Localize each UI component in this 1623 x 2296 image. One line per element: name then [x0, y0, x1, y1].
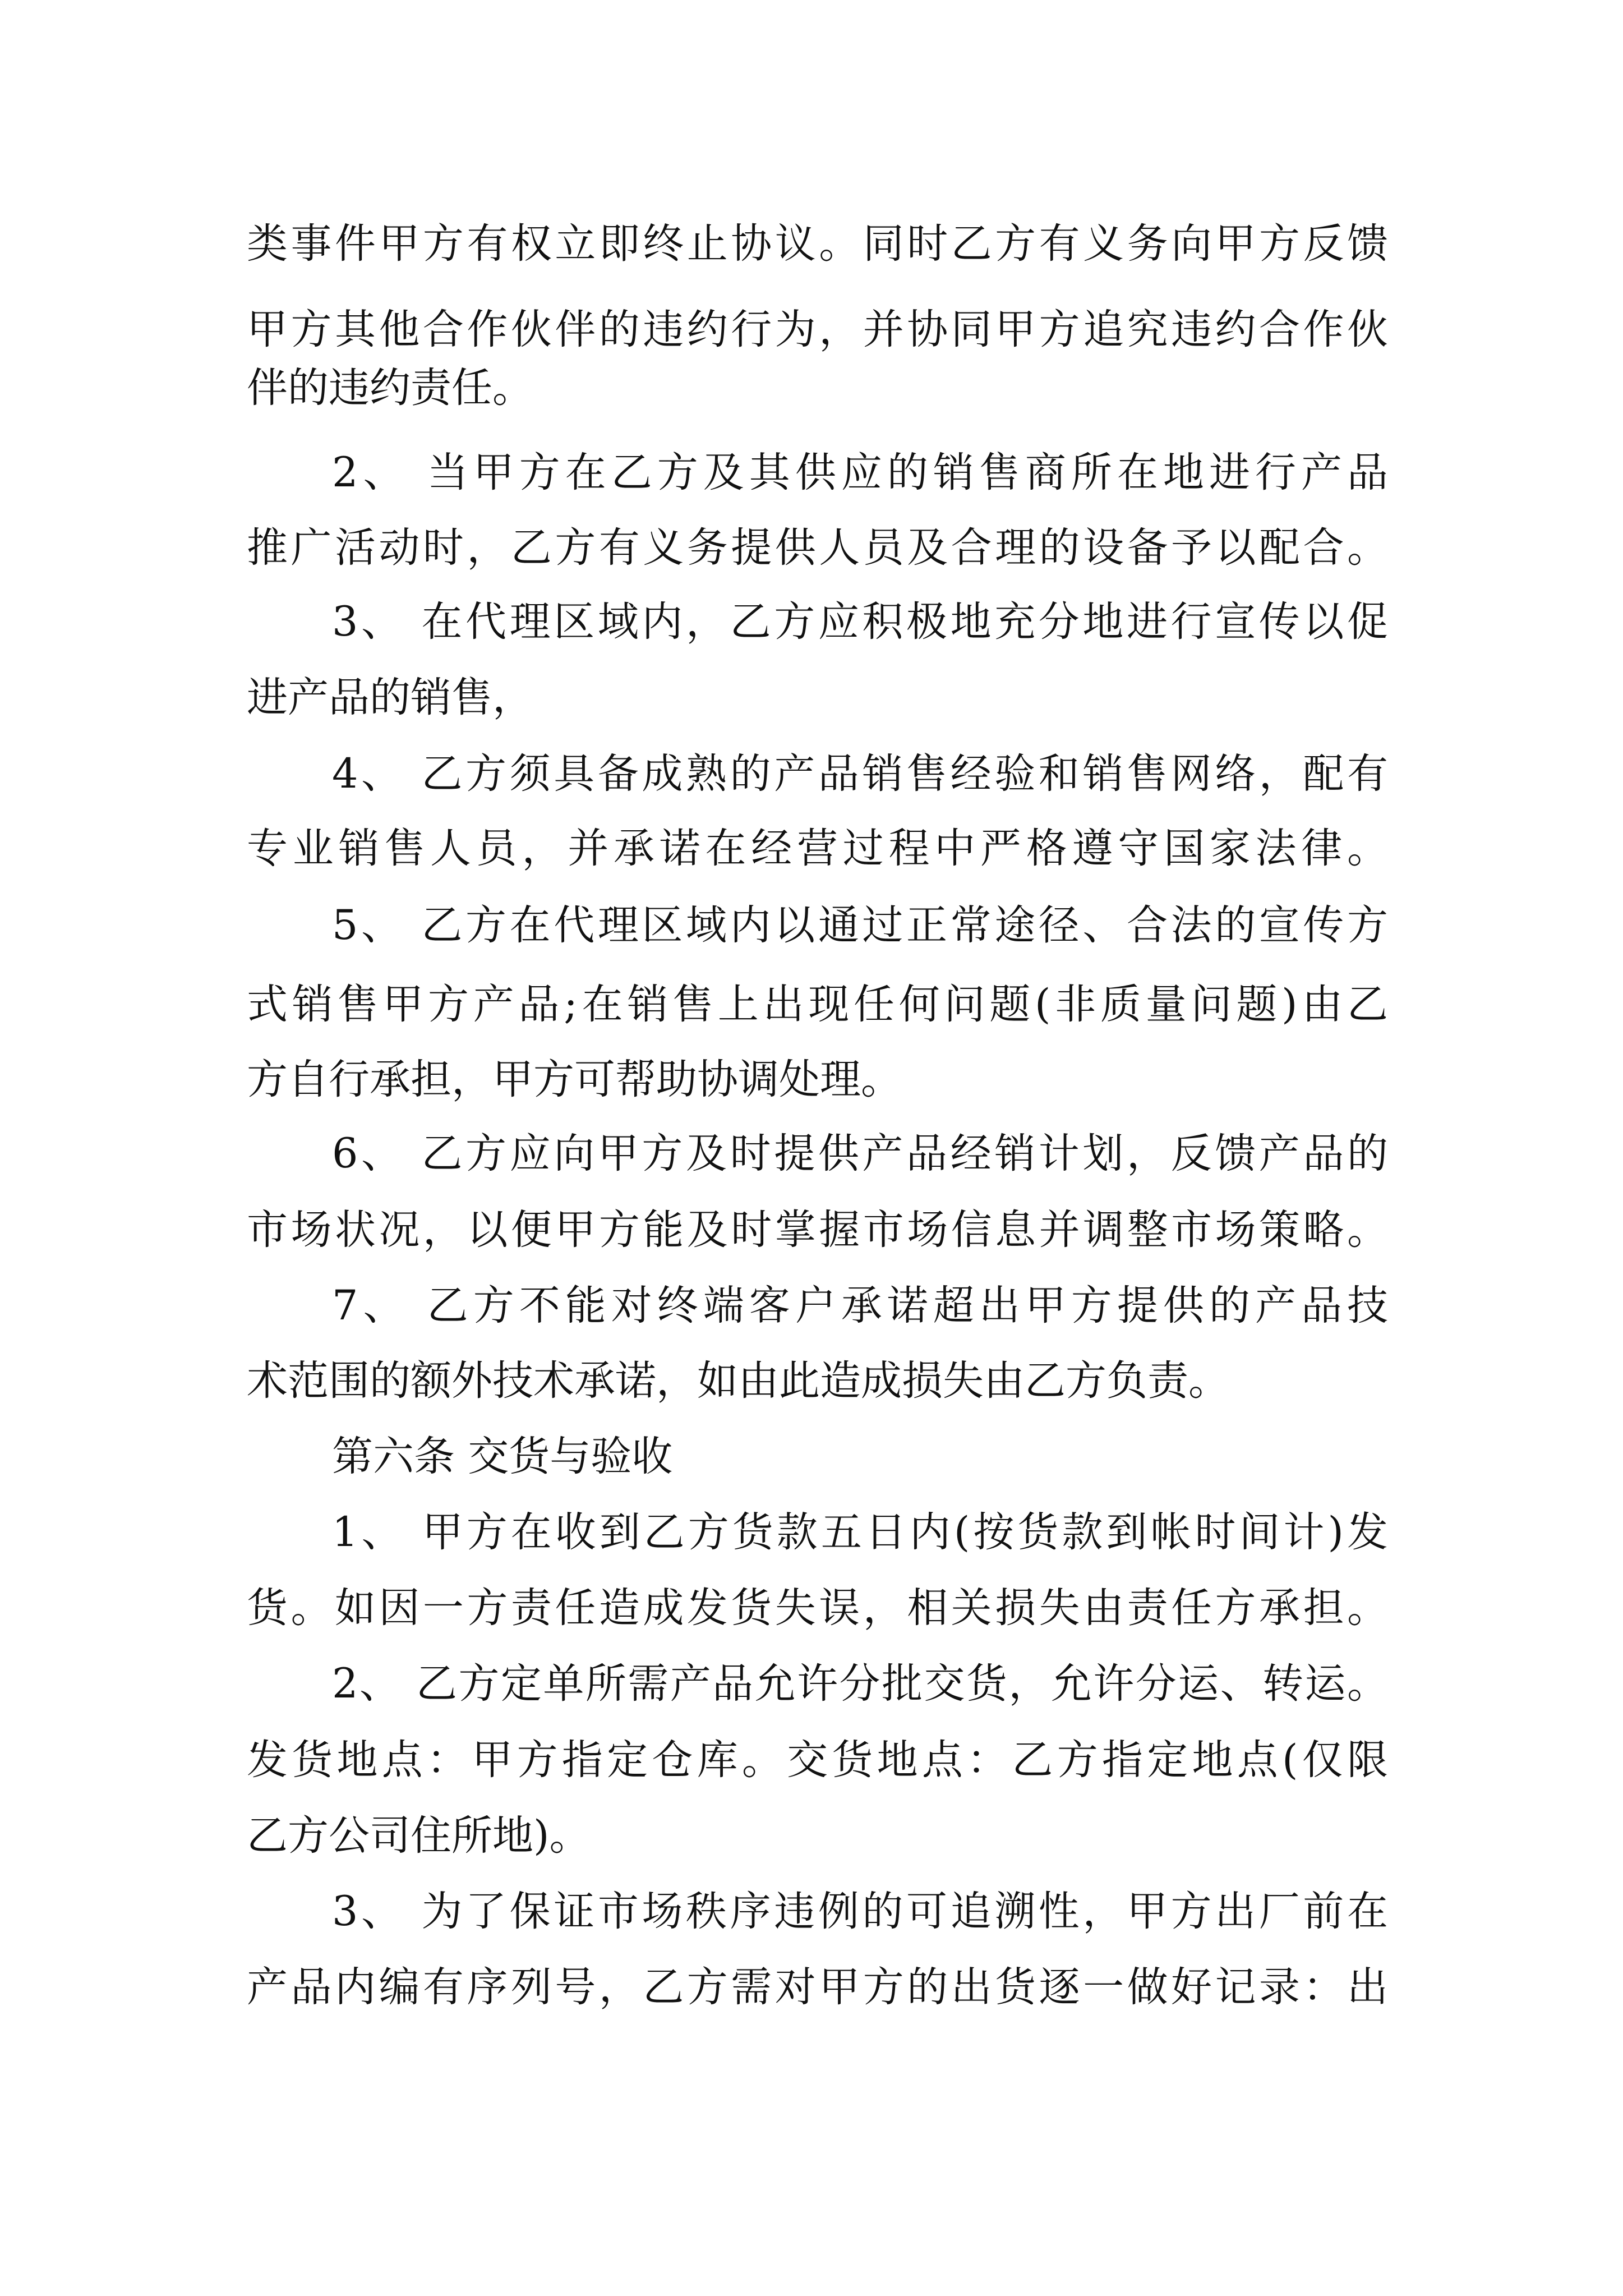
- text-line: 乙方公司住所地)。: [247, 1812, 591, 1860]
- text-line: 7、 乙方不能对终端客户承诺超出甲方提供的产品技: [332, 1282, 1388, 1329]
- text-line: 方自行承担，甲方可帮助协调处理。: [247, 1056, 902, 1103]
- text-line: 市场状况，以便甲方能及时掌握市场信息并调整市场策略。: [247, 1206, 1388, 1254]
- text-line: 伴的违约责任。: [247, 364, 533, 412]
- text-line: 6、 乙方应向甲方及时提供产品经销计划，反馈产品的: [332, 1130, 1388, 1177]
- text-line: 术范围的额外技术承诺，如由此造成损失由乙方负责。: [247, 1357, 1229, 1405]
- text-line: 类事件甲方有权立即终止协议。同时乙方有义务向甲方反馈: [247, 220, 1388, 268]
- text-line: 专业销售人员，并承诺在经营过程中严格遵守国家法律。: [247, 825, 1388, 872]
- text-line: 式销售甲方产品;在销售上出现任何问题(非质量问题)由乙: [247, 981, 1388, 1028]
- text-line: 5、 乙方在代理区域内以通过正常途径、合法的宣传方: [332, 901, 1388, 949]
- text-line: 2、 当甲方在乙方及其供应的销售商所在地进行产品: [332, 449, 1388, 496]
- text-line: 1、 甲方在收到乙方货款五日内(按货款到帐时间计)发: [332, 1508, 1388, 1556]
- text-line: 发货地点：甲方指定仓库。交货地点：乙方指定地点(仅限: [247, 1736, 1388, 1784]
- text-line: 推广活动时，乙方有义务提供人员及合理的设备予以配合。: [247, 524, 1388, 572]
- section-heading: 第六条 交货与验收: [332, 1433, 673, 1480]
- text-line: 4、 乙方须具备成熟的产品销售经验和销售网络，配有: [332, 750, 1388, 798]
- text-line: 3、 在代理区域内，乙方应积极地充分地进行宣传以促: [332, 598, 1388, 646]
- text-line: 进产品的销售，: [247, 674, 533, 721]
- text-line: 2、 乙方定单所需产品允许分批交货，允许分运、转运。: [332, 1660, 1388, 1708]
- text-line: 产品内编有序列号，乙方需对甲方的出货逐一做好记录：出: [247, 1963, 1388, 2011]
- text-line: 货。如因一方责任造成发货失误，相关损失由责任方承担。: [247, 1584, 1388, 1632]
- text-line: 甲方其他合作伙伴的违约行为，并协同甲方追究违约合作伙: [247, 306, 1388, 353]
- text-line: 3、 为了保证市场秩序违例的可追溯性，甲方出厂前在: [332, 1888, 1388, 1935]
